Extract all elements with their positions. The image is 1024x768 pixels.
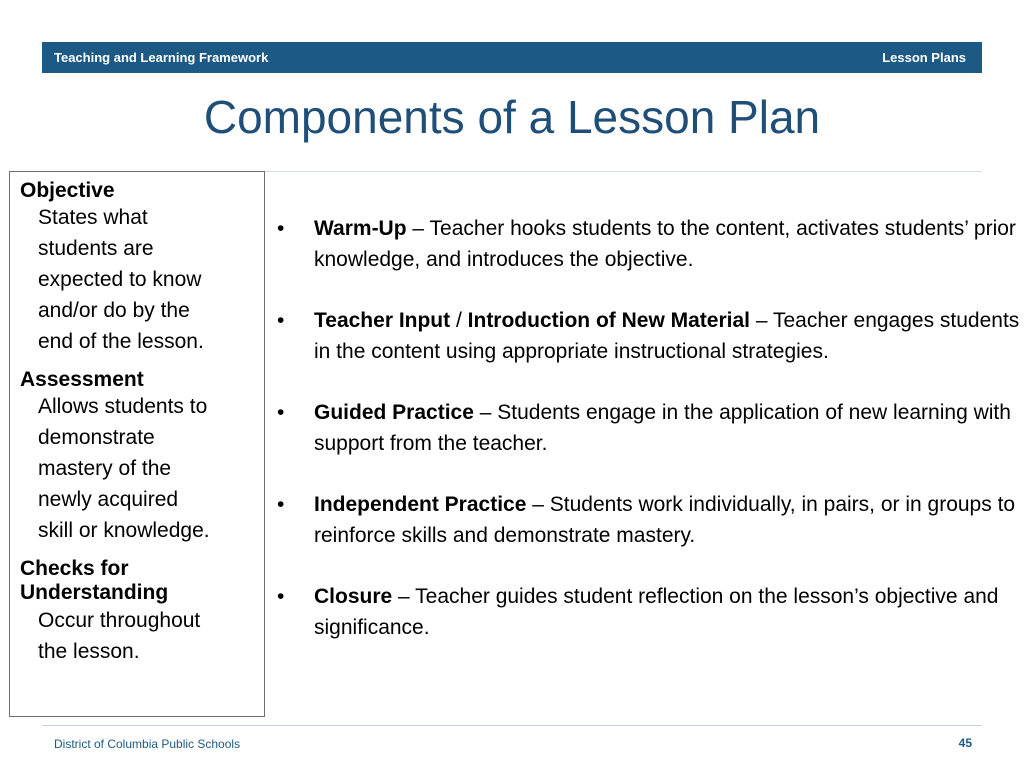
component-term: Teacher Input [314,309,451,332]
bullet-icon: • [277,401,285,424]
header-left-label: Teaching and Learning Framework [54,50,269,65]
component-term: Independent Practice [314,493,527,516]
lesson-components-list [270,213,1020,673]
definition-description: Allows students to demonstrate mastery of the newly acquired skill or knowledge. [38,395,210,542]
component-term-separator: / [450,309,468,332]
header-right-label: Lesson Plans [882,50,966,65]
component-term: Guided Practice [314,401,474,424]
definitions-box [9,171,265,717]
definition-assessment [20,368,256,546]
definition-term: Assessment [20,368,144,391]
component-term-secondary: Introduction of New Material [467,309,750,332]
definition-term: Objective [20,179,115,202]
component-term: Warm-Up [314,217,407,240]
bullet-icon: • [277,585,285,608]
list-item-closure [270,581,1020,643]
footer-organization: District of Columbia Public Schools [54,737,241,751]
title-divider [265,171,982,172]
component-description: – Students engage in the application of new learning with support from the teacher. [314,401,1011,455]
component-description: – Teacher hooks students to the content, activates students’ prior knowledge, and introduces the objective. [314,217,1016,271]
component-description: – Teacher guides student reflection on the lesson’s objective and significance. [314,585,999,639]
header-bar [42,42,982,73]
bullet-icon: • [277,309,285,332]
footer-divider [42,725,982,726]
bullet-icon: • [277,493,285,516]
component-term: Closure [314,585,393,608]
component-description: – Students work individually, in pairs, or in groups to reinforce skills and demonstrate mastery. [314,493,1016,547]
definition-description: Occur throughout the lesson. [38,609,201,663]
list-item-guided-practice [270,397,1020,459]
component-description: – Teacher engages students in the content using appropriate instructional strategies. [314,309,1020,363]
definition-objective [20,179,256,357]
definition-description: States what students are expected to know and/or do by the end of the lesson. [38,206,204,353]
list-item-independent-practice [270,489,1020,551]
definition-checks-for-understanding [20,557,256,667]
page-title: Components of a Lesson Plan [203,91,821,143]
list-item-warm-up [270,213,1020,275]
bullet-icon: • [277,217,285,240]
list-item-teacher-input [270,305,1020,367]
definition-term: Checks for Understanding [20,557,169,604]
page-number: 45 [958,736,972,750]
